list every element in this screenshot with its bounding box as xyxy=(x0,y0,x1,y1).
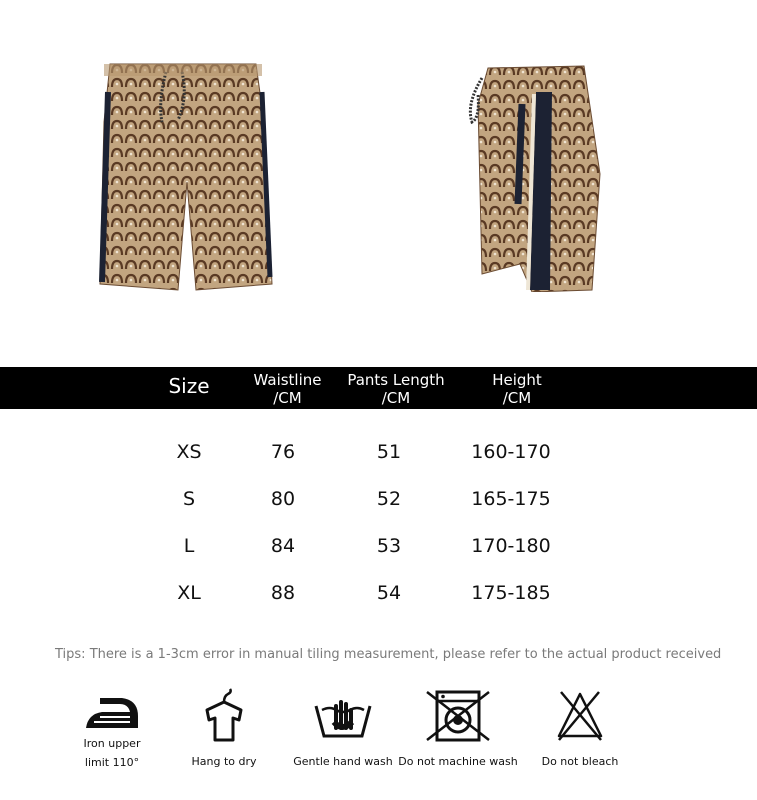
care-label-hand-wash: Gentle hand wash xyxy=(293,755,393,768)
cell-length: 52 xyxy=(376,488,402,510)
header-waistline-label: Waistline xyxy=(253,371,322,389)
cell-size: L xyxy=(183,535,195,557)
cell-height: 175-185 xyxy=(471,582,551,604)
cell-length: 53 xyxy=(376,535,402,557)
table-row xyxy=(0,441,757,471)
cell-size: XS xyxy=(176,441,202,463)
care-label-iron-line2: limit 110° xyxy=(84,756,140,769)
table-row xyxy=(0,535,757,565)
shorts-front-image xyxy=(96,62,278,294)
measurement-tips: Tips: There is a 1-3cm error in manual tiling measurement, please refer to the actual product received xyxy=(55,647,722,662)
care-item-no-bleach xyxy=(535,688,625,771)
care-label-hang: Hang to dry xyxy=(191,755,257,768)
header-height-label: Height xyxy=(492,371,542,389)
no-bleach-icon xyxy=(555,688,605,744)
header-size: Size xyxy=(168,374,210,398)
cell-length: 54 xyxy=(376,582,402,604)
cell-size: S xyxy=(182,488,196,510)
header-pants-length-label: Pants Length xyxy=(347,371,445,389)
cell-height: 170-180 xyxy=(471,535,551,557)
cell-height: 165-175 xyxy=(471,488,551,510)
cell-waist: 88 xyxy=(270,582,296,604)
size-table-header xyxy=(0,367,757,409)
header-pants-length-unit: /CM xyxy=(381,389,411,407)
care-label-iron-line1: Iron upper xyxy=(83,737,141,750)
care-label-no-bleach: Do not bleach xyxy=(541,755,619,768)
header-height xyxy=(462,371,572,407)
iron-icon xyxy=(82,688,142,734)
header-waistline-unit: /CM xyxy=(273,389,302,407)
care-item-iron xyxy=(70,688,154,772)
header-waistline xyxy=(240,371,335,407)
cell-waist: 76 xyxy=(270,441,296,463)
care-item-hang xyxy=(182,688,266,771)
cell-waist: 80 xyxy=(270,488,296,510)
table-row xyxy=(0,582,757,612)
care-item-hand-wash xyxy=(292,688,394,771)
table-row xyxy=(0,488,757,518)
hand-wash-icon xyxy=(314,688,372,744)
header-height-unit: /CM xyxy=(502,389,532,407)
hanger-icon xyxy=(199,688,249,744)
cell-size: XL xyxy=(177,582,201,604)
care-label-no-machine-wash: Do not machine wash xyxy=(398,755,518,768)
no-machine-wash-icon xyxy=(423,688,493,744)
cell-waist: 84 xyxy=(270,535,296,557)
cell-length: 51 xyxy=(376,441,402,463)
header-pants-length xyxy=(336,371,456,407)
cell-height: 160-170 xyxy=(471,441,551,463)
shorts-side-image xyxy=(460,64,610,292)
care-item-no-machine-wash xyxy=(398,688,518,771)
